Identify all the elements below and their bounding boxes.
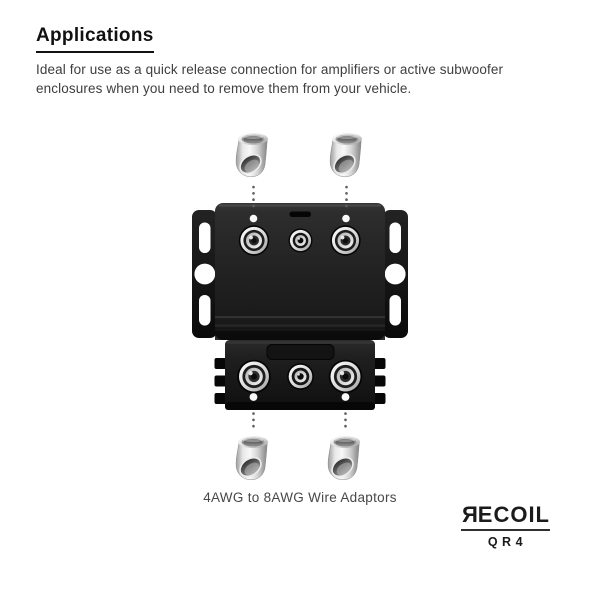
terminal-right-top bbox=[330, 225, 360, 255]
entry-hole-top-left bbox=[250, 215, 258, 223]
section-title: Applications bbox=[36, 25, 154, 53]
heatsink-fins-right bbox=[374, 358, 386, 404]
mounting-wing-right bbox=[383, 210, 408, 338]
top-center-slot bbox=[290, 212, 312, 218]
brand-letter-reversed-r: R bbox=[460, 502, 478, 527]
wire-adaptor-top-left bbox=[236, 133, 268, 177]
entry-hole-top-right bbox=[342, 215, 350, 223]
wire-adaptor-top-right bbox=[330, 133, 362, 177]
description-line-1: Ideal for use as a quick release connection for amplifiers or active subwoofer bbox=[36, 62, 504, 77]
terminal-center-bottom bbox=[287, 363, 314, 390]
terminal-right-bottom bbox=[329, 360, 363, 394]
lower-recessed-panel bbox=[267, 345, 334, 360]
wire-adaptor-bottom-right bbox=[328, 436, 360, 480]
terminal-left-bottom bbox=[237, 360, 271, 394]
terminal-center-top bbox=[289, 229, 313, 253]
brand-logo bbox=[461, 504, 550, 549]
mounting-wing-left bbox=[192, 210, 217, 338]
entry-hole-bottom-right bbox=[342, 393, 350, 401]
terminal-left-top bbox=[239, 225, 269, 255]
figure-caption: 4AWG to 8AWG Wire Adaptors bbox=[203, 490, 397, 505]
wire-adaptor-bottom-left bbox=[236, 436, 268, 480]
device-main-body bbox=[215, 203, 385, 340]
model-label: QR4 bbox=[487, 535, 528, 549]
brand-wordmark bbox=[461, 504, 550, 526]
brand-letters: ECOIL bbox=[477, 502, 550, 527]
entry-hole-bottom-left bbox=[250, 393, 258, 401]
logo-divider bbox=[461, 529, 550, 531]
description-line-2: enclosures when you need to remove them from your vehicle. bbox=[36, 80, 412, 96]
heatsink-fins-left bbox=[215, 358, 227, 404]
